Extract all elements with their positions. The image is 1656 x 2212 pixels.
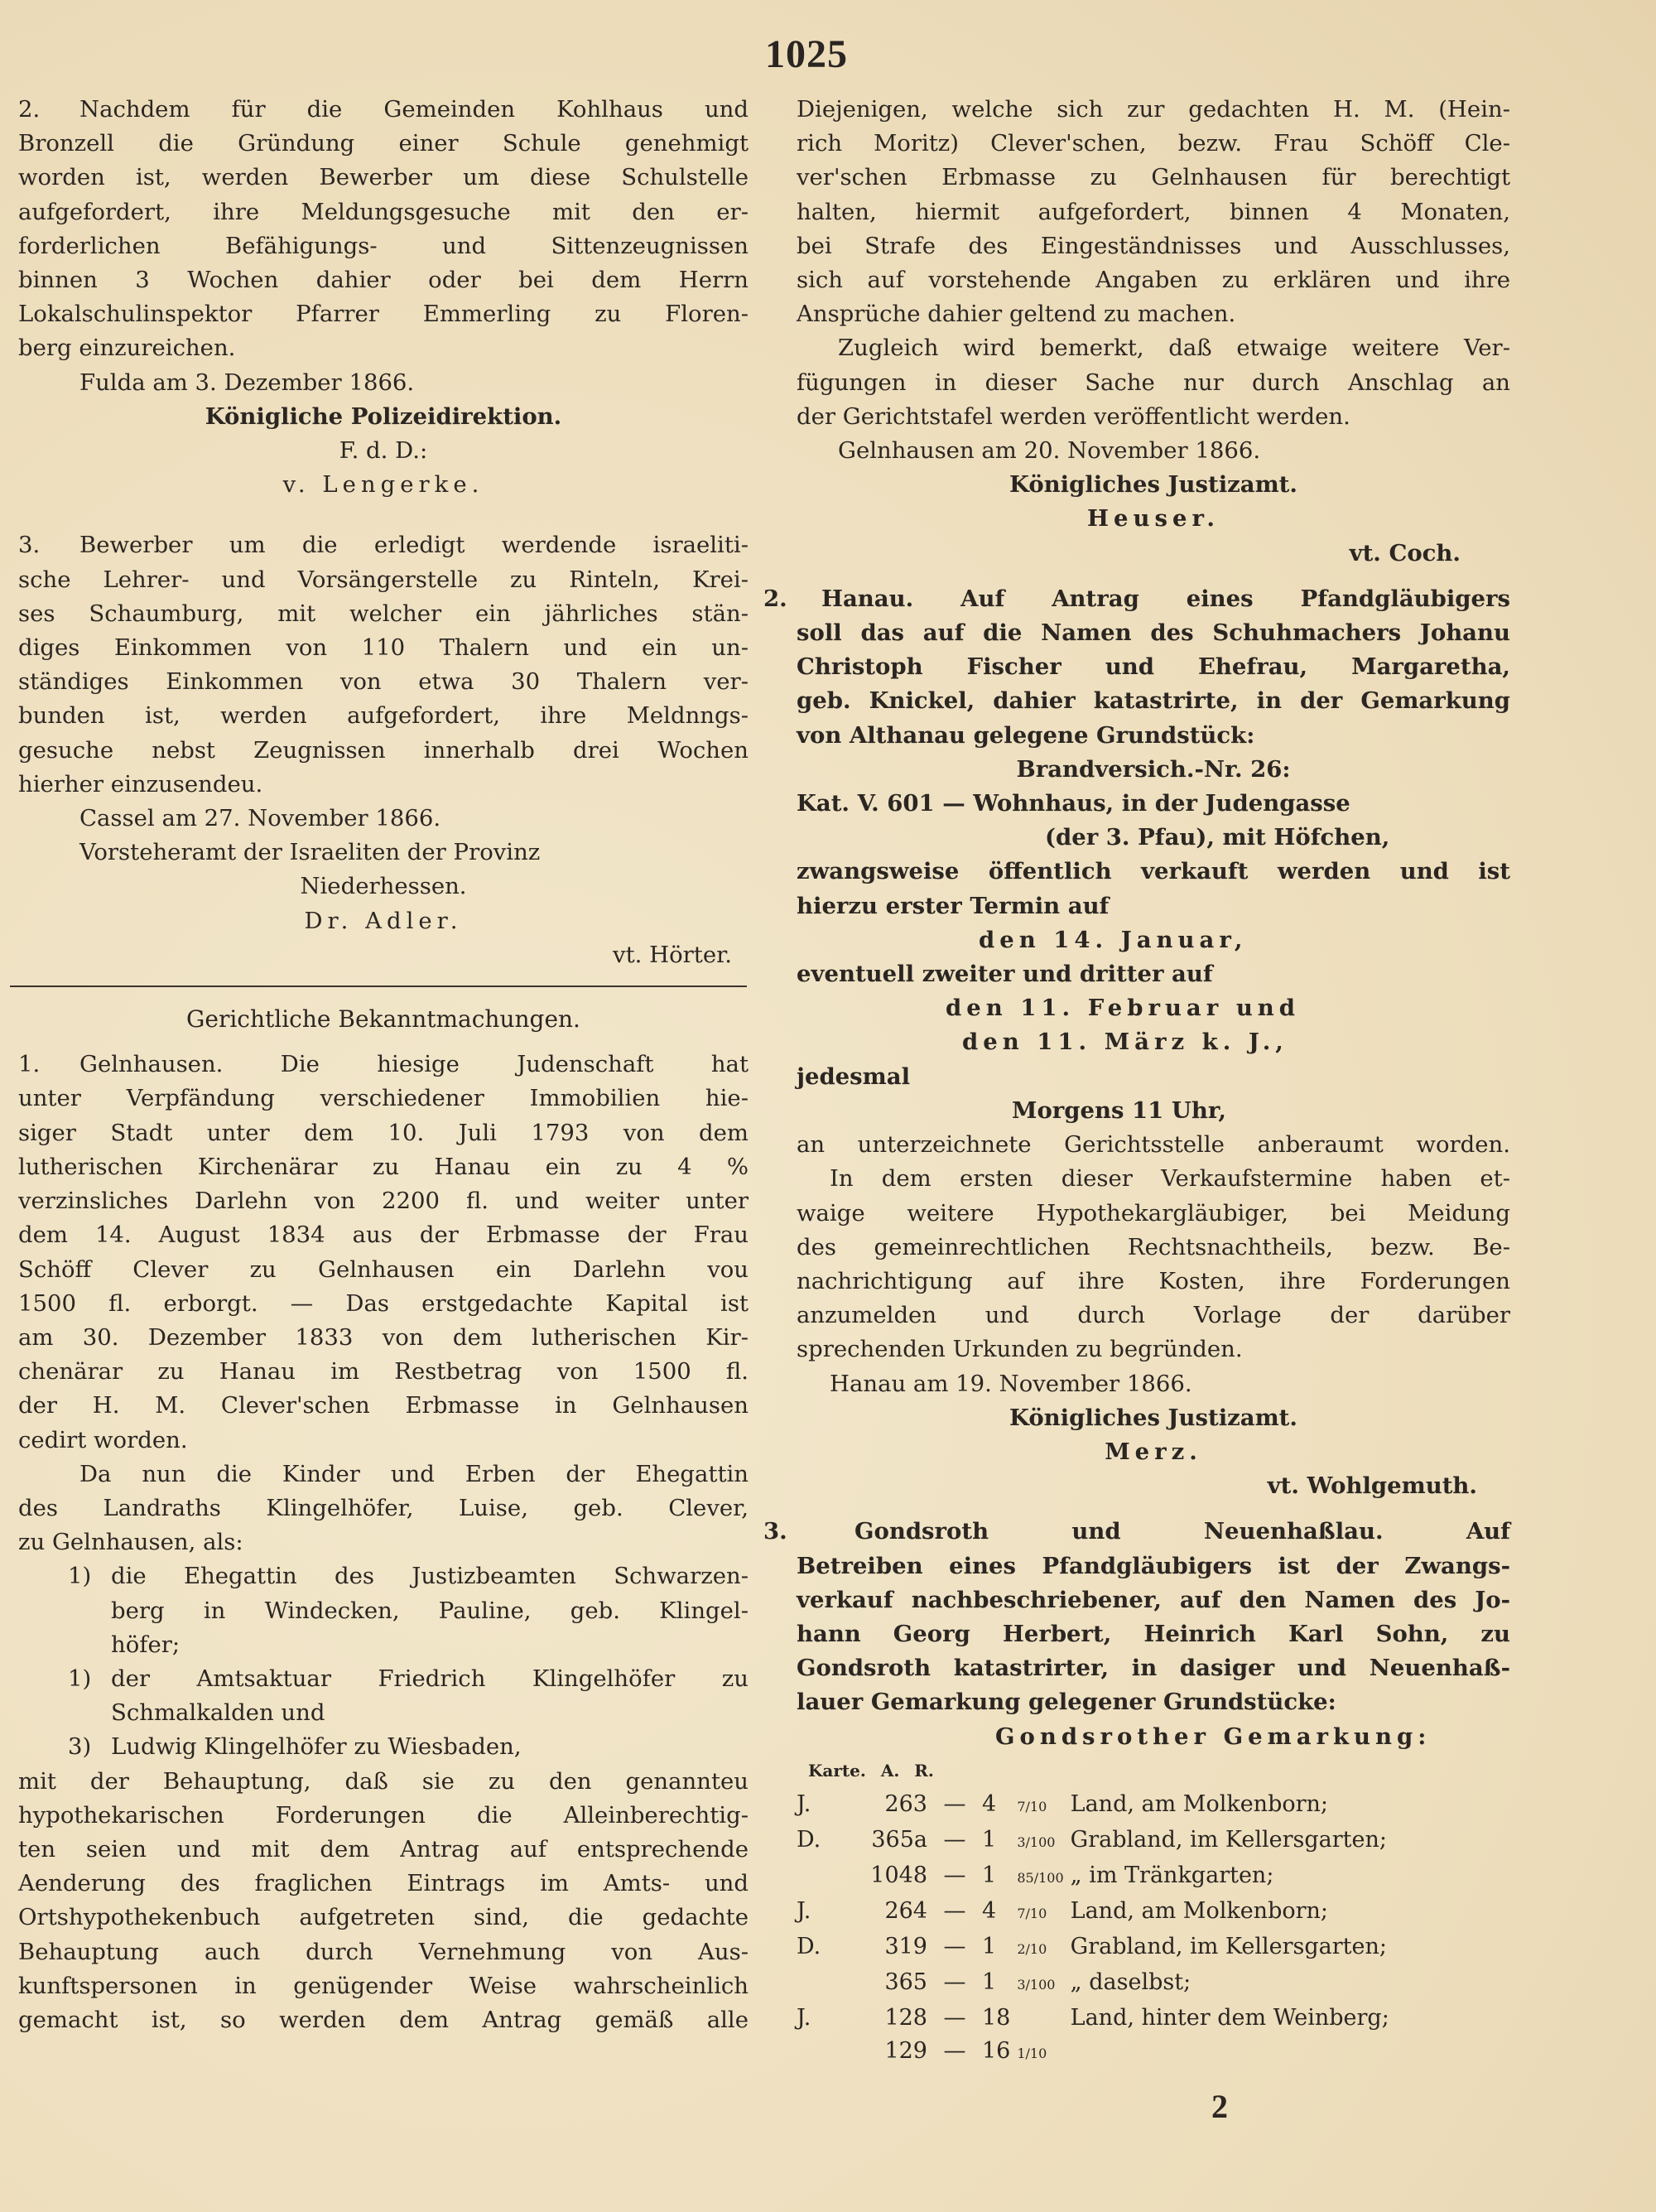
notice-line: Ansprüche dahier geltend zu machen. (797, 301, 1236, 328)
authority-region: Niederhessen. (300, 873, 467, 900)
notice-line: ten seien und mit dem Antrag auf entsprechende (18, 1835, 749, 1863)
parcel-description: „ daselbst; (1070, 1969, 1191, 1995)
notice-line: der H. M. Clever'schen Erbmasse in Gelnhausen (18, 1392, 749, 1419)
item-line (68, 1559, 749, 1593)
dash: — (943, 2004, 966, 2031)
parcel-area: 1 (982, 1862, 997, 1888)
notice-line: In dem ersten dieser Verkaufstermine haben et- (830, 1165, 1510, 1193)
place-date: Hanau am 19. November 1866. (830, 1370, 1192, 1397)
notice-line: geb. Knickel, dahier katastrirte, in der Gemarkung (797, 687, 1510, 715)
parcel-area: 4 (982, 1897, 997, 1924)
notice-line: von Althanau gelegene Grundstück: (797, 721, 1255, 749)
notice-line: Schöff Clever zu Gelnhausen ein Darlehn vou (18, 1255, 749, 1283)
court-notice-1-continued (797, 93, 1510, 571)
parcel-map (797, 1966, 853, 2002)
notice-line: Behauptung auch durch Vernehmung von Aus- (18, 1938, 749, 1965)
notice-line: anzumelden und durch Vorlage der darüber (797, 1302, 1510, 1329)
parcel-area-fraction: 1/10 (1017, 2045, 1047, 2061)
notice-line (18, 93, 749, 127)
notice-number: 2. (763, 585, 787, 612)
parcel-area: 18 (982, 2004, 1011, 2031)
right-column (763, 93, 1510, 2070)
notice-line: soll das auf die Namen des Schuhmachers Johanu (797, 619, 1510, 647)
text: Gelnhausen. Die hiesige Judenschaft hat (79, 1051, 749, 1078)
brand-insurance-number: Brandversich.-Nr. 26: (1016, 755, 1291, 783)
signer: Heuser. (1087, 505, 1220, 533)
notice-line: gesuche nebst Zeugnissen innerhalb drei Wochen (18, 736, 749, 764)
parcel-number: 1048 (870, 1862, 927, 1888)
place-date: Fulda am 3. Dezember 1866. (79, 369, 415, 396)
left-column (18, 93, 749, 2037)
notice-2 (18, 93, 749, 502)
notice-line: berg einzureichen. (18, 335, 236, 362)
column-header: Karte. (808, 1760, 866, 1781)
dash: — (943, 1897, 966, 1924)
parcel-area-fraction: 7/10 (1017, 1798, 1047, 1814)
notice-line: des Landraths Klingelhöfer, Luise, geb. Clever, (18, 1494, 749, 1521)
notice-line: halten, hiermit aufgefordert, binnen 4 Monaten, (797, 198, 1510, 225)
notice-line: waige weitere Hypothekargläubiger, bei Meidung (797, 1199, 1510, 1226)
authority: Königliches Justizamt. (1009, 471, 1297, 499)
notice-line: forderlichen Befähigungs- und Sittenzeugnissen (18, 232, 749, 259)
notice-line (763, 1515, 1510, 1549)
notice-line (18, 1048, 749, 1082)
notice-line: Betreiben eines Pfandgläubigers ist der Zwangs- (797, 1552, 1510, 1579)
notice-line: cedirt worden. (18, 1426, 188, 1453)
parcel-area: 16 (982, 2037, 1011, 2064)
table-row (797, 1895, 1396, 1930)
notice-line: dem 14. August 1834 aus der Erbmasse der Frau (18, 1222, 749, 1249)
table-row (797, 1859, 1396, 1895)
parcel-description: „ im Tränkgarten; (1070, 1862, 1274, 1888)
notice-line (763, 582, 1510, 616)
notice-line: hypothekarischen Forderungen die Alleinberechtig- (18, 1801, 749, 1829)
notice-line: lutherischen Kirchenärar zu Hanau ein zu 4 % (18, 1153, 749, 1180)
notice-line: an unterzeichnete Gerichtsstelle anberaumt worden. (797, 1131, 1510, 1159)
table-row (797, 1824, 1396, 1859)
auction-time: Morgens 11 Uhr, (1012, 1096, 1226, 1124)
parcel-number: 263 (884, 1790, 927, 1817)
parcel-description: Grabland, im Kellersgarten; (1070, 1826, 1387, 1853)
notice-line: unter Verpfändung verschiedener Immobilien hie- (18, 1085, 749, 1112)
notice-line: sprechenden Urkunden zu begründen. (797, 1336, 1243, 1363)
dash: — (943, 1933, 966, 1959)
table-row (797, 1966, 1396, 2002)
parcel-area: 1 (982, 1969, 997, 1995)
text: der Amtsaktuar Friedrich Klingelhöfer zu (111, 1665, 749, 1692)
item-line: berg in Windecken, Pauline, geb. Klingel- (111, 1597, 749, 1624)
parcel-map: D. (797, 1826, 821, 1853)
section-heading: Gerichtliche Bekanntmachungen. (186, 1005, 580, 1034)
signature-mark: 2 (1211, 2088, 1228, 2125)
notice-line: am 30. Dezember 1833 von dem lutherischen Kir- (18, 1323, 749, 1351)
notice-line: verzinsliches Darlehn von 2200 fl. und weiter unter (18, 1188, 749, 1215)
parcel-map: D. (797, 1933, 821, 1959)
notice-line: sche Lehrer- und Vorsängerstelle zu Rinteln, Krei- (18, 566, 749, 593)
signer: v. Lengerke. (282, 471, 484, 499)
parcel-area-fraction: 3/100 (1017, 1976, 1056, 1993)
notice-line: Da nun die Kinder und Erben der Ehegattin (79, 1460, 749, 1487)
item-line: höfer; (111, 1631, 181, 1658)
table-row (797, 1788, 1396, 1824)
dash: — (943, 1790, 966, 1817)
countersigner: vt. Coch. (1349, 539, 1461, 566)
notice-line: hann Georg Herbert, Heinrich Karl Sohn, zu (797, 1620, 1510, 1647)
court-notice-2 (763, 582, 1510, 1128)
notice-line: binnen 3 Wochen dahier oder bei dem Herrn (18, 267, 749, 294)
notice-line: lauer Gemarkung gelegener Grundstücke: (797, 1689, 1336, 1716)
notice-line: ses Schaumburg, mit welcher ein jährliches stän- (18, 600, 749, 627)
item-marker: 1) (68, 1665, 92, 1692)
section-divider (10, 986, 747, 987)
notice-line: Christoph Fischer und Ehefrau, Margaretha, (797, 653, 1510, 681)
notice-line: Aenderung des fraglichen Eintrags im Amts- und (18, 1870, 749, 1897)
parcel-number: 264 (884, 1897, 927, 1924)
place-date: Cassel am 27. November 1866. (79, 805, 441, 832)
notice-line: siger Stadt unter dem 10. Juli 1793 von dem (18, 1119, 749, 1146)
notice-line: verkauf nachbeschriebener, auf den Namen des Jo- (797, 1586, 1510, 1613)
parcel-map: J. (797, 2004, 811, 2031)
table-row (797, 2035, 1396, 2070)
parcel-rows (797, 1788, 1396, 2070)
district-heading: Gondsrother Gemarkung: (995, 1723, 1432, 1750)
notice-line: Gondsroth katastrirter, in dasiger und Neuenhaß- (797, 1655, 1510, 1682)
parcel-number: 365a (871, 1826, 927, 1853)
notice-line: mit der Behauptung, daß sie zu den genannteu (18, 1767, 749, 1795)
parcel-number: 319 (884, 1933, 927, 1959)
signer: Merz. (1105, 1438, 1202, 1465)
dash: — (943, 1862, 966, 1888)
page-number (0, 31, 1656, 77)
parcel-map: J. (797, 1897, 811, 1924)
column-header: R. (914, 1760, 934, 1781)
notice-line: 1500 fl. erborgt. — Das erstgedachte Kapital ist (18, 1289, 749, 1317)
notice-number: 3. (18, 532, 41, 559)
auction-date: den 11. März k. J., (962, 1029, 1288, 1056)
notice-line: nachrichtigung auf ihre Kosten, ihre Forderungen (797, 1267, 1510, 1294)
notice-line: Zugleich wird bemerkt, daß etwaige weitere Ver- (838, 335, 1510, 362)
notice-line: sich auf vorstehende Angaben zu erklären und ihre (797, 267, 1510, 294)
parcel-description (1071, 2035, 1396, 2070)
court-notice-1 (18, 1048, 749, 2037)
dash: — (943, 2037, 966, 2064)
notice-3 (18, 528, 749, 972)
cadastre-line: (der 3. Pfau), mit Höfchen, (1045, 824, 1390, 851)
notice-line: bunden ist, werden aufgefordert, ihre Meldnngs- (18, 702, 749, 730)
notice-line: ständiges Einkommen von etwa 30 Thalern ver- (18, 668, 749, 696)
parcel-area: 1 (982, 1826, 997, 1853)
parcel-map: J. (797, 1790, 811, 1817)
heir-item (18, 1662, 749, 1730)
parcel-area: 4 (982, 1790, 997, 1817)
parcel-table (797, 1754, 964, 1788)
parcel-number: 365 (884, 1969, 927, 1995)
notice-line: ver'schen Erbmasse zu Gelnhausen für berechtigt (797, 164, 1510, 191)
signer: Dr. Adler. (304, 907, 463, 934)
notice-line: fügungen in dieser Sache nur durch Anschlag an (797, 369, 1510, 396)
notice-line: jedesmal (797, 1063, 911, 1090)
auction-date: den 14. Januar, (979, 926, 1248, 953)
table-row (797, 2002, 1396, 2035)
notice-line: diges Einkommen von 110 Thalern und ein un- (18, 634, 749, 662)
authority: Vorsteheramt der Israeliten der Provinz (79, 839, 541, 866)
table-row (797, 1930, 1396, 1966)
text: Hanau. Auf Antrag eines Pfandgläubigers (821, 585, 1510, 612)
cadastre-line: Kat. V. 601 — Wohnhaus, in der Judengasse (797, 790, 1350, 817)
text: Ludwig Klingelhöfer zu Wiesbaden, (111, 1733, 522, 1761)
notice-number: 3. (763, 1518, 787, 1545)
dash: — (943, 1969, 966, 1995)
table-header-row (797, 1754, 964, 1788)
place-date: Gelnhausen am 20. November 1866. (838, 437, 1261, 465)
notice-line: rich Moritz) Clever'schen, bezw. Frau Schöff Cle- (797, 130, 1510, 157)
parcel-description: Land, am Molkenborn; (1070, 1790, 1328, 1817)
item-line (68, 1662, 749, 1696)
text: Bewerber um die erledigt werdende israeliti- (79, 532, 749, 559)
item-line: Schmalkalden und (111, 1699, 325, 1727)
court-notice-2-text (797, 1128, 1510, 1503)
notice-line: kunftspersonen in genügender Weise wahrscheinlich (18, 1972, 749, 1999)
text: die Ehegattin des Justizbeamten Schwarzen- (111, 1563, 749, 1590)
item-marker: 1) (68, 1563, 92, 1590)
item-line (68, 1730, 749, 1764)
notice-line: des gemeinrechtlichen Rechtsnachtheils, bezw. Be- (797, 1233, 1510, 1260)
parcel-description: Grabland, im Kellersgarten; (1070, 1933, 1387, 1959)
notice-line: gemacht ist, so werden dem Antrag gemäß alle (18, 2006, 749, 2033)
fd-abbrev: F. d. D.: (339, 437, 428, 465)
parcel-map (797, 2035, 853, 2070)
parcel-map (797, 1859, 853, 1895)
notice-line: aufgefordert, ihre Meldungsgesuche mit den er- (18, 198, 749, 225)
text: Nachdem für die Gemeinden Kohlhaus und (79, 96, 749, 123)
notice-line: Ortshypothekenbuch aufgetreten sind, die gedachte (18, 1904, 749, 1931)
parcel-number: 128 (884, 2004, 927, 2031)
notice-line: der Gerichtstafel werden veröffentlicht werden. (797, 402, 1350, 430)
parcel-number: 129 (884, 2037, 927, 2064)
dash: — (943, 1826, 966, 1853)
parcel-area-fraction: 2/10 (1017, 1940, 1047, 1957)
notice-line: Lokalschulinspektor Pfarrer Emmerling zu Floren- (18, 301, 749, 328)
notice-number: 2. (18, 96, 41, 123)
authority: Königliches Justizamt. (1009, 1404, 1297, 1431)
notice-number: 1. (18, 1051, 41, 1078)
parcel-area: 1 (982, 1933, 997, 1959)
notice-line (18, 528, 749, 562)
notice-line: zu Gelnhausen, als: (18, 1529, 243, 1556)
column-header: A. (880, 1760, 900, 1781)
authority: Königliche Polizeidirektion. (205, 402, 562, 430)
notice-line: chenärar zu Hanau im Restbetrag von 1500 fl. (18, 1358, 749, 1386)
item-marker: 3) (68, 1733, 92, 1761)
parcel-description: Land, am Molkenborn; (1070, 1897, 1328, 1924)
parcel-area-fraction: 85/100 (1017, 1869, 1064, 1886)
notice-line: hierzu erster Termin auf (797, 892, 1110, 919)
countersigner: vt. Wohlgemuth. (1267, 1472, 1477, 1500)
court-notice-3 (763, 1515, 1510, 1753)
notice-line: Diejenigen, welche sich zur gedachten H. M. (Hein- (797, 96, 1510, 123)
parcel-area-fraction: 7/10 (1017, 1905, 1047, 1921)
auction-date: den 11. Februar und (946, 995, 1301, 1022)
notice-line: Bronzell die Gründung einer Schule genehmigt (18, 130, 749, 157)
notice-line: bei Strafe des Eingeständnisses und Ausschlusses, (797, 232, 1510, 259)
heir-item (18, 1730, 749, 1764)
parcel-description: Land, hinter dem Weinberg; (1070, 2004, 1389, 2031)
heir-item (18, 1559, 749, 1662)
parcel-area-fraction: 3/100 (1017, 1834, 1056, 1850)
parcel-area-fraction (1017, 2002, 1070, 2035)
countersigner: vt. Hörter. (613, 941, 732, 968)
page-number-text: 1025 (765, 32, 848, 76)
notice-line: eventuell zweiter und dritter auf (797, 961, 1213, 988)
notice-line: zwangsweise öffentlich verkauft werden und ist (797, 858, 1510, 885)
text: Gondsroth und Neuenhaßlau. Auf (854, 1518, 1510, 1545)
notice-line: worden ist, werden Bewerber um diese Schulstelle (18, 164, 749, 191)
notice-line: hierher einzusendeu. (18, 770, 263, 798)
